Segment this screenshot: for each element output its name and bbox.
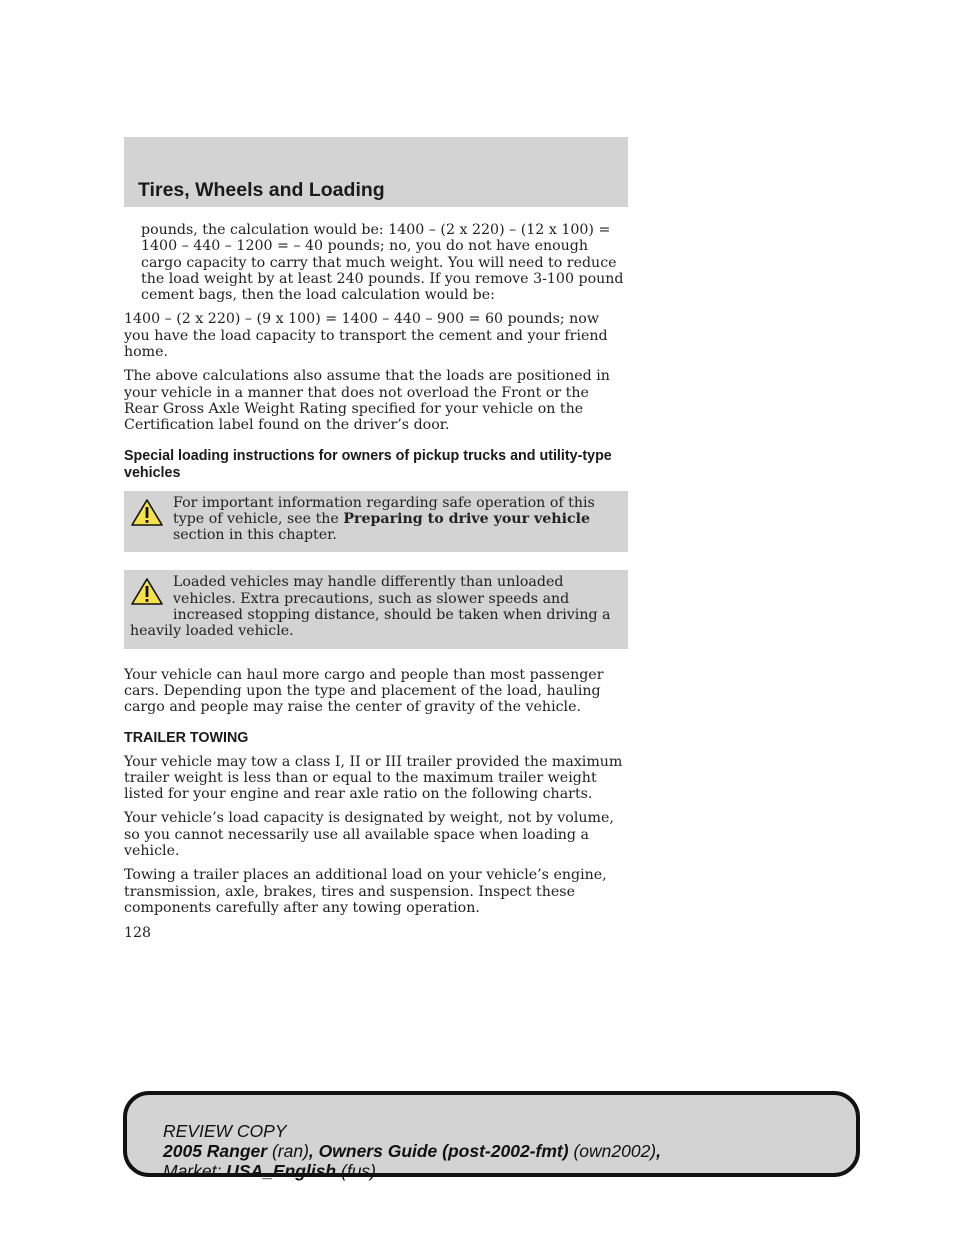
section-header (124, 137, 628, 207)
warning-triangle-icon (130, 498, 164, 528)
paragraph: 1400 – (2 x 220) – (9 x 100) = 1400 – 440 – 900 = 60 pounds; now you have the load capacity to transport the cement and your friend home. (124, 311, 608, 361)
paragraph: pounds, the calculation would be: 1400 – (2 x 220) – (12 x 100) = 1400 – 440 – 1200 = – 40 pounds; no, you do not have enough cargo capacity to carry that much weight. You will need to reduce the load weight by at least 240 pounds. If you remove 3-100 pound cement bags, then the load calculation would be: (141, 222, 624, 304)
section-heading-trailer-towing: TRAILER TOWING (124, 729, 249, 746)
paragraph: Your vehicle can haul more cargo and people than most passenger cars. Depending upon the type and placement of the load, hauling cargo and people may raise the center of gravity of the vehicle. (124, 666, 604, 716)
paragraph: Towing a trailer places an additional load on your vehicle’s engine, transmission, axle, brakes, tires and suspension. Inspect these components carefully after any towing operation. (124, 867, 607, 916)
paragraph: Your vehicle may tow a class I, II or III trailer provided the maximum trailer weight is less than or equal to the maximum trailer weight listed for your engine and rear axle ratio on the following charts. (124, 753, 623, 803)
main-content (124, 222, 624, 924)
warning-triangle-icon (130, 577, 164, 607)
paragraph: The above calculations also assume that the loads are positioned in your vehicle in a manner that does not overload the Front or the Rear Gross Axle Weight Rating specified for your vehicle on the Certification label found on the driver’s door. (124, 368, 610, 434)
page-number: 128 (124, 925, 152, 941)
footer-line-1: REVIEW COPY (163, 1121, 287, 1141)
warning-text: For important information regarding safe operation of this type of vehicle, see the Preparing to drive your vehicle section in this chapter. (173, 494, 595, 544)
review-footer (123, 1091, 860, 1181)
paragraph: Your vehicle’s load capacity is designated by weight, not by volume, so you cannot necessarily use all available space when loading a vehicle. (124, 810, 614, 860)
warning-box (124, 491, 628, 553)
footer-line-3: Market: USA_English (fus) (163, 1161, 376, 1181)
warning-box (124, 570, 628, 648)
page-title: Tires, Wheels and Loading (138, 179, 385, 201)
section-heading-special-loading: Special loading instructions for owners of pickup trucks and utility-type vehicles (124, 447, 612, 481)
footer-line-2: 2005 Ranger (ran), Owners Guide (post-2002-fmt) (own2002), (163, 1141, 662, 1161)
warning-bold-ref: Preparing to drive your vehicle (343, 510, 591, 527)
warning-text: Loaded vehicles may handle differently than unloaded vehicles. Extra precautions, such as slower speeds and increased stopping distance, should be taken when driving a heavily loaded vehicle. (130, 574, 611, 640)
